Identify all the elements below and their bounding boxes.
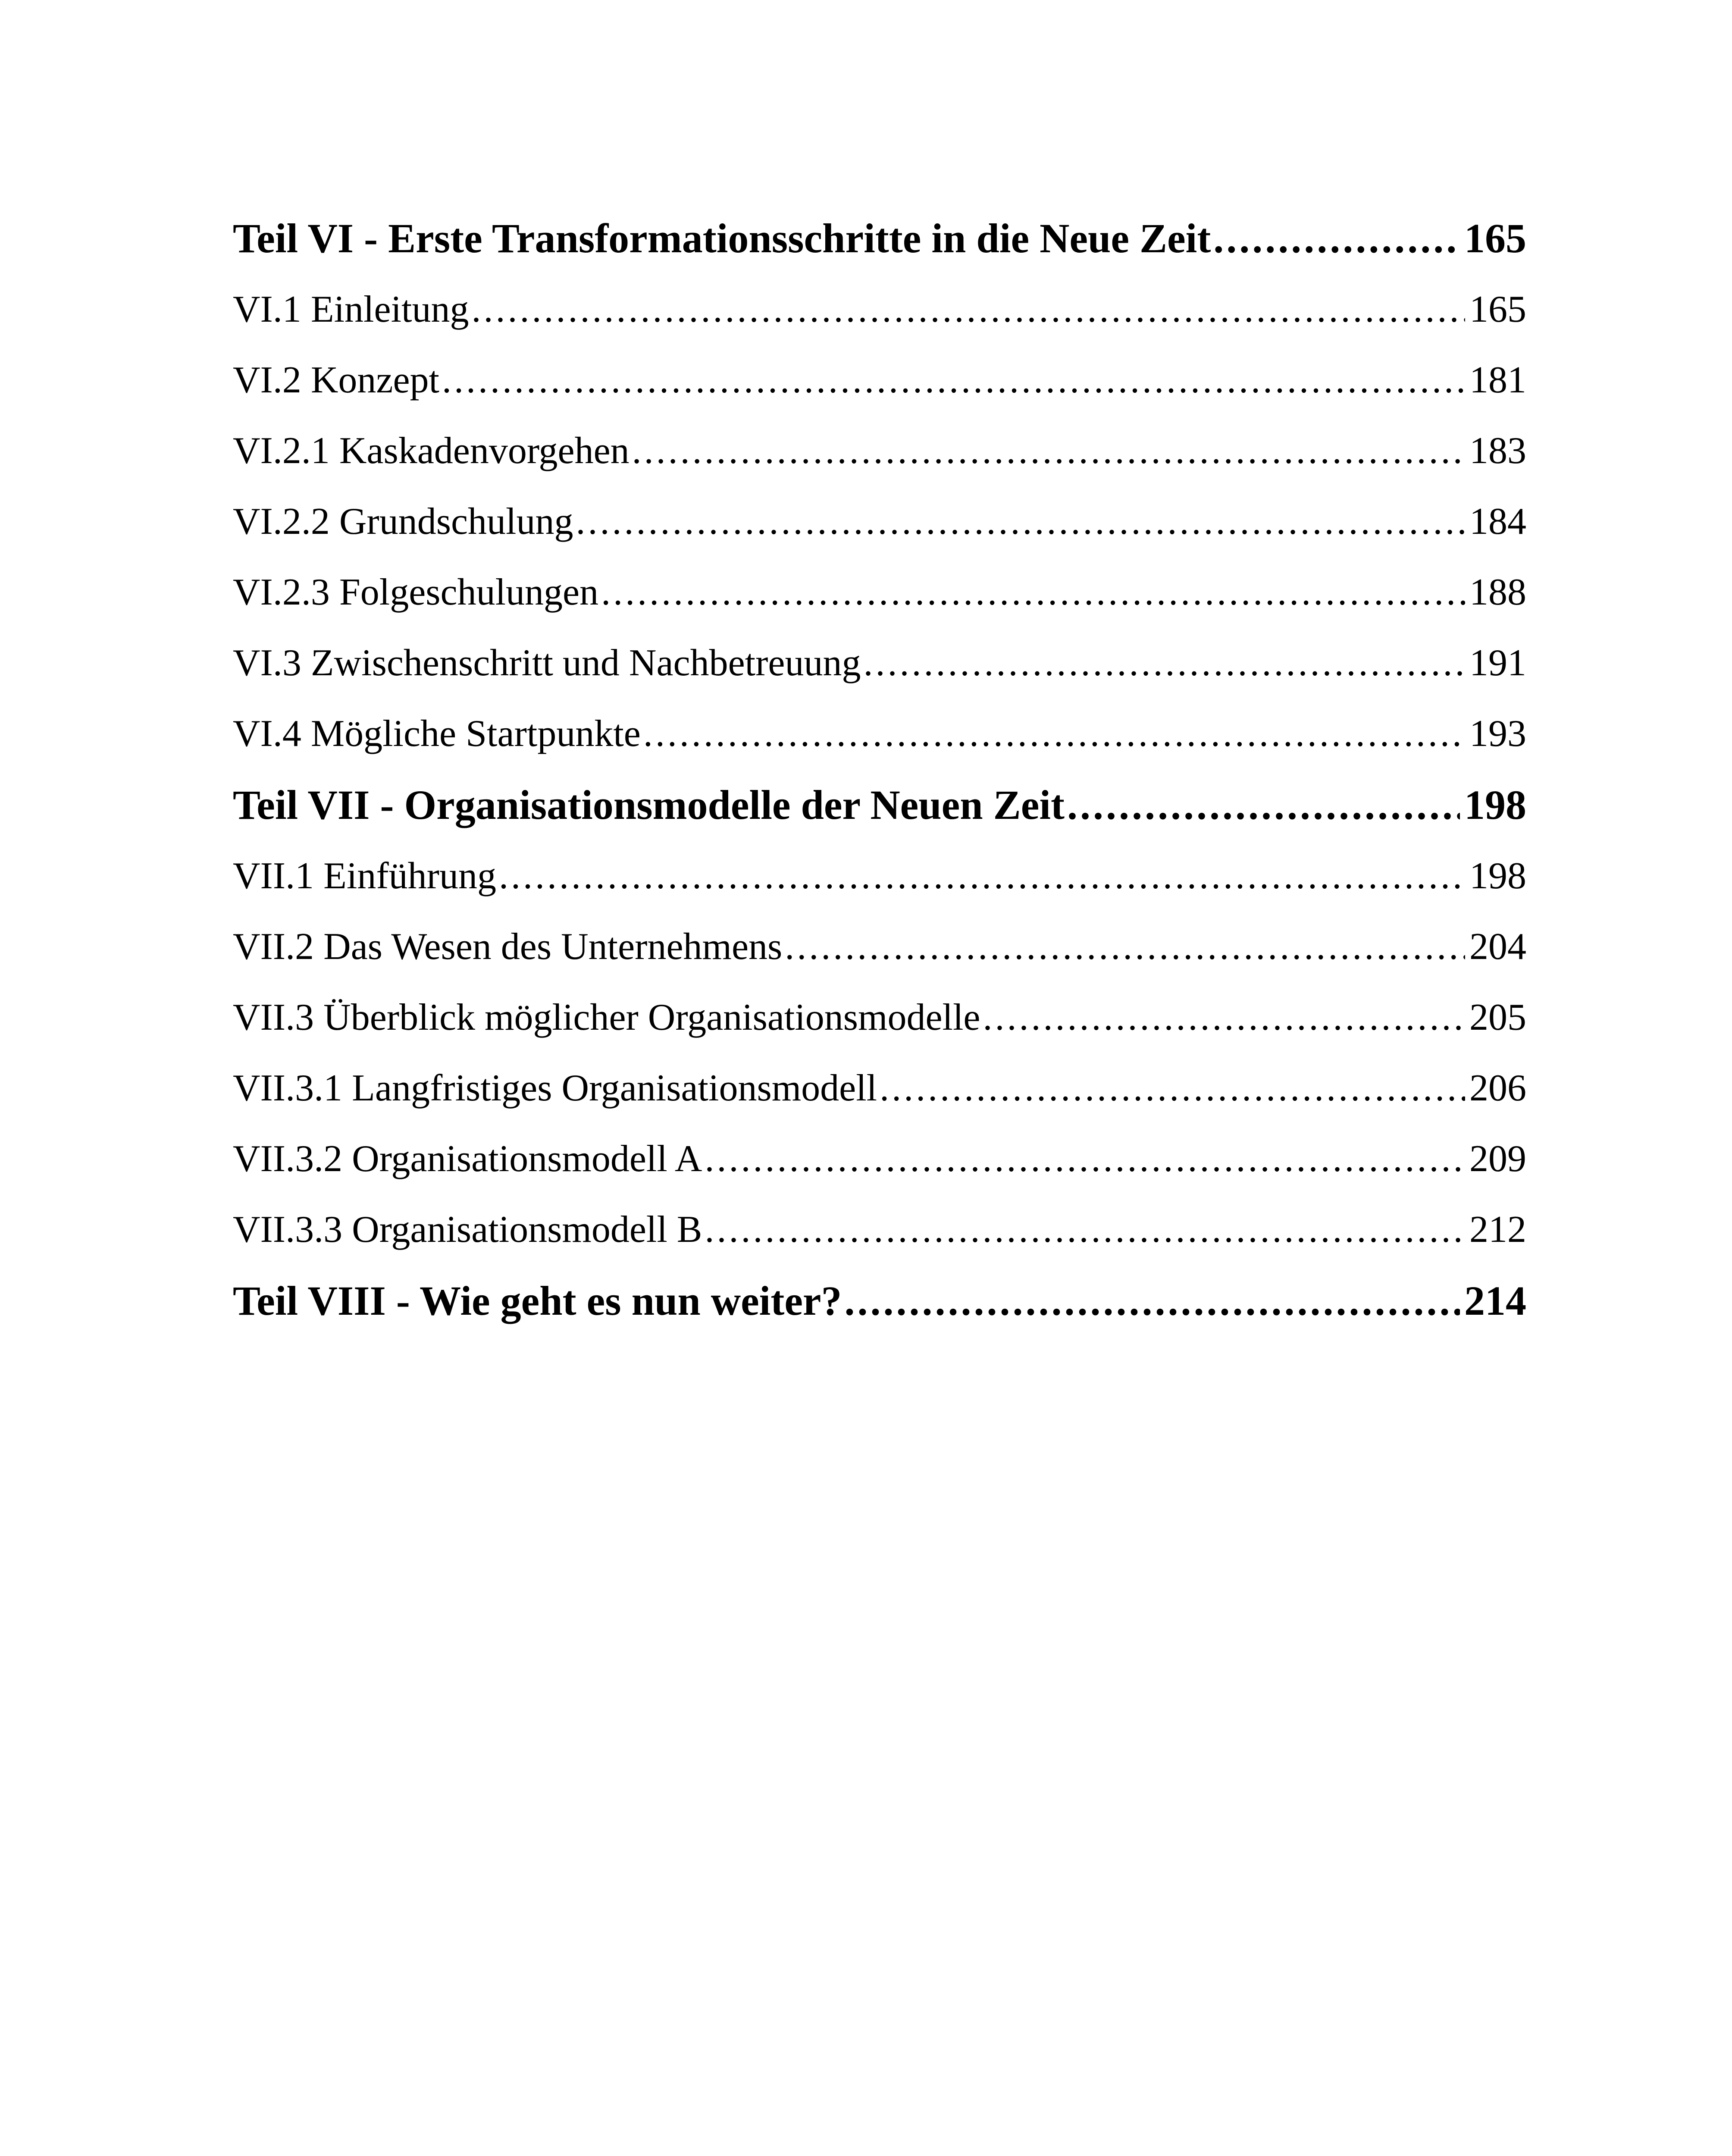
toc-page-number: 184 — [1469, 501, 1526, 542]
toc-page-number: 193 — [1469, 713, 1526, 755]
toc-entry-label: VII.3.2 Organisationsmodell A — [233, 1138, 702, 1180]
toc-entry-part[interactable] — [233, 1265, 1526, 1337]
toc-page-number: 214 — [1464, 1278, 1526, 1324]
toc-entry-label: VI.1 Einleitung — [233, 288, 469, 330]
toc-page-number: 198 — [1464, 782, 1526, 828]
toc-entry-section[interactable] — [233, 274, 1526, 345]
toc-page-number: 206 — [1469, 1067, 1526, 1109]
dot-leader — [632, 416, 1465, 486]
toc-entry-label: Teil VI - Erste Transformationsschritte in die Neue Zeit — [233, 215, 1211, 261]
toc-page-number: 165 — [1464, 215, 1526, 261]
toc-entry-label: Teil VII - Organisationsmodelle der Neuen Zeit — [233, 782, 1065, 828]
toc-entry-section[interactable] — [233, 912, 1526, 982]
toc-entry-part[interactable] — [233, 769, 1526, 841]
toc-page-number: 198 — [1469, 855, 1526, 897]
toc-entry-label: VI.4 Mögliche Startpunkte — [233, 713, 641, 755]
dot-leader — [471, 274, 1465, 345]
dot-leader — [845, 1265, 1460, 1337]
toc-entry-label: VI.2.2 Grundschulung — [233, 501, 573, 542]
toc-entry-section[interactable] — [233, 416, 1526, 486]
dot-leader — [705, 1194, 1465, 1265]
table-of-contents — [233, 203, 1526, 1337]
toc-entry-section[interactable] — [233, 699, 1526, 769]
toc-page-number: 204 — [1469, 926, 1526, 968]
toc-entry-section[interactable] — [233, 841, 1526, 912]
toc-page-number: 188 — [1469, 571, 1526, 613]
dot-leader — [1067, 769, 1460, 841]
toc-page-number: 181 — [1469, 359, 1526, 401]
toc-entry-label: VI.2.1 Kaskadenvorgehen — [233, 430, 630, 472]
toc-page-number: 212 — [1469, 1209, 1526, 1250]
toc-entry-section[interactable] — [233, 628, 1526, 699]
toc-entry-part[interactable] — [233, 203, 1526, 274]
toc-entry-label: VII.3 Überblick möglicher Organisationsmodelle — [233, 997, 980, 1038]
toc-page-number: 191 — [1469, 642, 1526, 684]
dot-leader — [1213, 203, 1460, 274]
dot-leader — [863, 628, 1465, 699]
toc-entry-section[interactable] — [233, 486, 1526, 557]
toc-entry-label: VII.1 Einführung — [233, 855, 496, 897]
toc-entry-label: VI.2.3 Folgeschulungen — [233, 571, 599, 613]
dot-leader — [442, 345, 1465, 416]
dot-leader — [705, 1124, 1465, 1194]
dot-leader — [643, 699, 1465, 769]
toc-entry-label: Teil VIII - Wie geht es nun weiter? — [233, 1278, 842, 1324]
dot-leader — [499, 841, 1465, 912]
toc-entry-section[interactable] — [233, 1053, 1526, 1124]
dot-leader — [601, 557, 1465, 628]
toc-entry-section[interactable] — [233, 982, 1526, 1053]
toc-entry-label: VI.3 Zwischenschritt und Nachbetreuung — [233, 642, 861, 684]
toc-entry-section[interactable] — [233, 1124, 1526, 1194]
toc-page-number: 205 — [1469, 997, 1526, 1038]
toc-page-number: 183 — [1469, 430, 1526, 472]
dot-leader — [785, 912, 1465, 982]
toc-page-number: 165 — [1469, 288, 1526, 330]
toc-entry-section[interactable] — [233, 557, 1526, 628]
toc-entry-label: VII.3.1 Langfristiges Organisationsmodell — [233, 1067, 877, 1109]
toc-entry-label: VII.2 Das Wesen des Unternehmens — [233, 926, 783, 968]
dot-leader — [576, 486, 1465, 557]
toc-entry-section[interactable] — [233, 345, 1526, 416]
dot-leader — [983, 982, 1466, 1053]
dot-leader — [880, 1053, 1465, 1124]
toc-entry-label: VII.3.3 Organisationsmodell B — [233, 1209, 702, 1250]
toc-entry-section[interactable] — [233, 1194, 1526, 1265]
toc-entry-label: VI.2 Konzept — [233, 359, 439, 401]
toc-page-number: 209 — [1469, 1138, 1526, 1180]
